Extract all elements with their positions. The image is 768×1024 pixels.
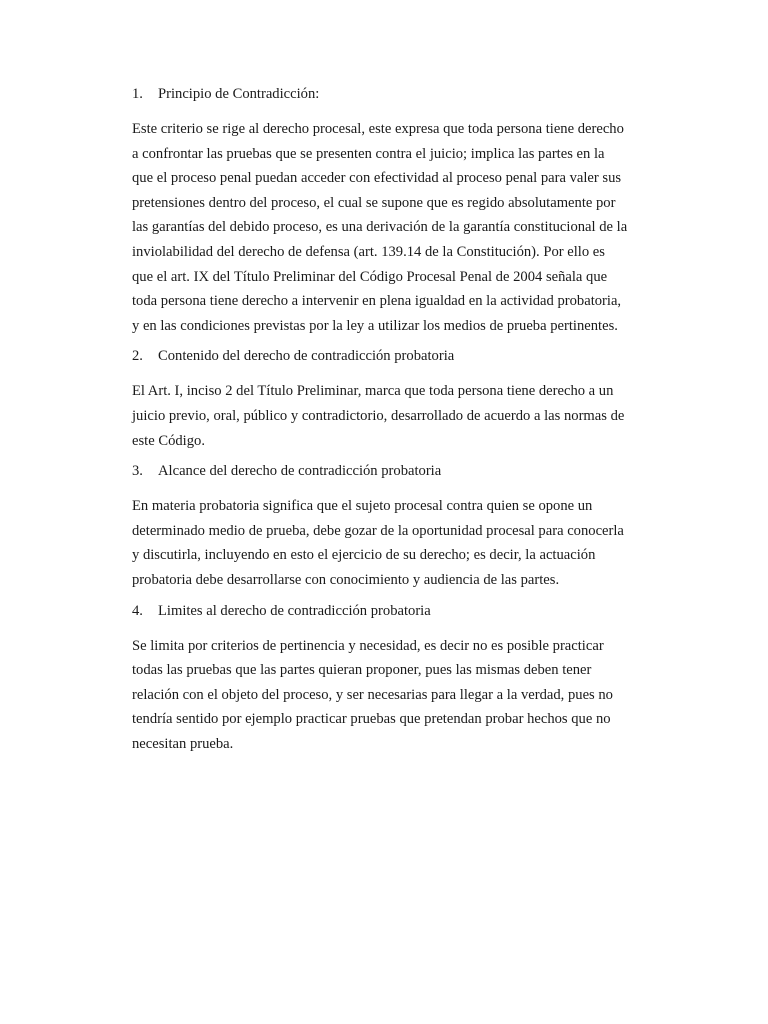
paragraph-line: que el proceso penal puedan acceder con efectividad al proceso penal para valer sus <box>132 170 622 187</box>
paragraph-line: tendría sentido por ejemplo practicar pruebas que pretendan probar hechos que no <box>132 711 611 728</box>
paragraph-line: Este criterio se rige al derecho procesal, este expresa que toda persona tiene derecho <box>132 121 624 137</box>
section-number: 3. <box>132 463 143 480</box>
section-heading <box>132 346 660 366</box>
section-title: Contenido del derecho de contradicción probatoria <box>158 348 455 365</box>
paragraph-line: que el art. IX del Título Preliminar del Código Procesal Penal de 2004 señala que <box>132 268 608 285</box>
paragraph-line: relación con el objeto del proceso, y ser necesarias para llegar a la verdad, pues no <box>132 686 613 703</box>
paragraph-line: inviolabilidad del derecho de defensa (art. 139.14 de la Constitución). Por ello es <box>132 243 605 260</box>
paragraph-line: y en las condiciones previstas por la ley a utilizar los medios de prueba pertinentes. <box>132 317 618 334</box>
paragraph-line: a confrontar las pruebas que se presenten contra el juicio; implica las partes en la <box>132 145 605 162</box>
section-heading <box>132 84 660 104</box>
section-title: Limites al derecho de contradicción probatoria <box>158 602 431 619</box>
section-heading <box>132 601 660 621</box>
section-number: 2. <box>132 348 143 365</box>
section-number: 4. <box>132 602 143 619</box>
paragraph-line: y discutirla, incluyendo en esto el ejercicio de su derecho; es decir, la actuación <box>132 547 596 564</box>
section-paragraph <box>132 634 660 757</box>
paragraph-line: probatoria debe desarrollarse con conocimiento y audiencia de las partes. <box>132 571 560 588</box>
section-number: 1. <box>132 86 143 102</box>
paragraph-line: juicio previo, oral, público y contradictorio, desarrollado de acuerdo a las normas de <box>132 407 625 424</box>
paragraph-line: Se limita por criterios de pertinencia y necesidad, es decir no es posible practicar <box>132 637 604 654</box>
paragraph-line: En materia probatoria significa que el sujeto procesal contra quien se opone un <box>132 498 593 515</box>
section-paragraph <box>132 379 660 453</box>
paragraph-line: las garantías del debido proceso, es una derivación de la garantía constitucional de la <box>132 219 628 236</box>
paragraph-line: todas las pruebas que las partes quieran proponer, pues las mismas deben tener <box>132 662 592 679</box>
paragraph-line: El Art. I, inciso 2 del Título Preliminar, marca que toda persona tiene derecho a un <box>132 383 614 400</box>
paragraph-line: este Código. <box>132 432 205 449</box>
paragraph-line: necesitan prueba. <box>132 735 234 752</box>
section-title: Principio de Contradicción: <box>158 86 320 102</box>
paragraph-line: determinado medio de prueba, debe gozar de la oportunidad procesal para conocerla <box>132 522 624 539</box>
section-paragraph <box>132 494 660 592</box>
section-title: Alcance del derecho de contradicción probatoria <box>158 463 442 480</box>
section-heading <box>132 461 660 481</box>
paragraph-line: pretensiones dentro del proceso, el cual se supone que es regido absolutamente por <box>132 194 616 211</box>
section-paragraph <box>132 117 660 338</box>
paragraph-line: toda persona tiene derecho a intervenir en plena igualdad en la actividad probatoria, <box>132 293 622 310</box>
